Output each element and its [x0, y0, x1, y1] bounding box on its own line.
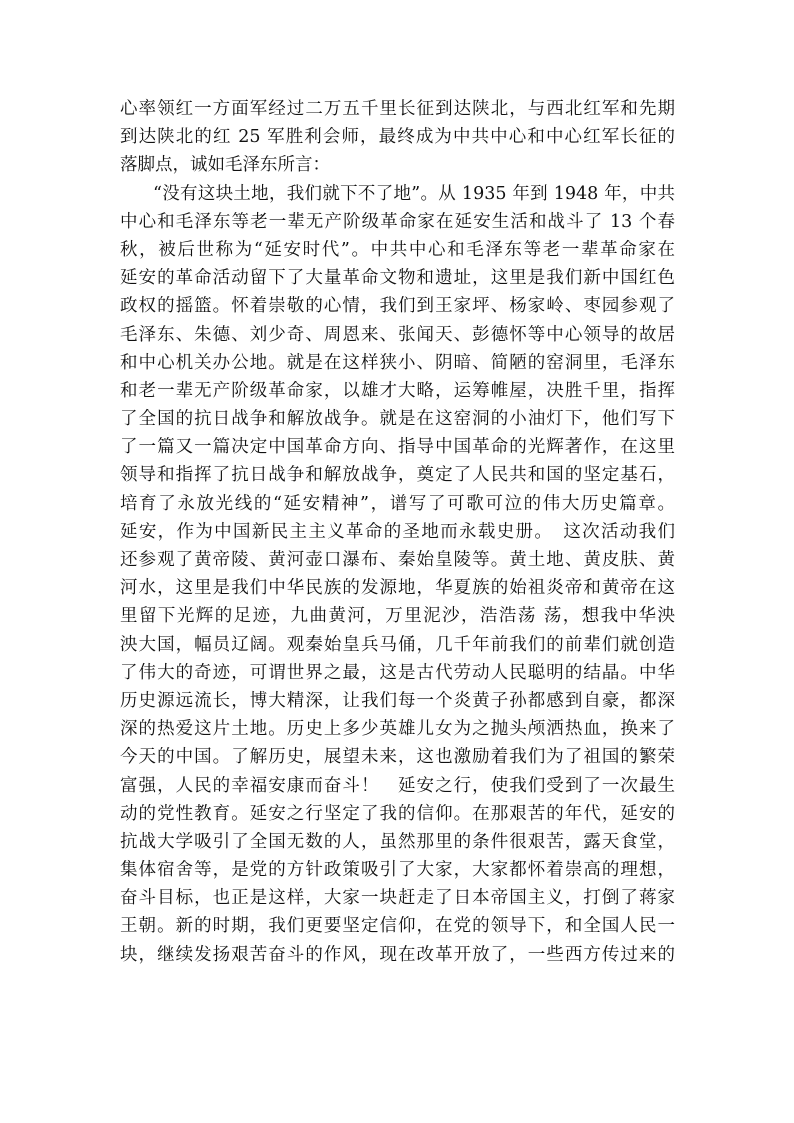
text-line: 河水，这里是我们中华民族的发源地，华夏族的始祖炎帝和黄帝在这 [120, 578, 675, 599]
text-line: 块，继续发扬艰苦奋斗的作风，现在改革开放了，一些西方传过来的 [120, 944, 675, 965]
text-line: 了伟大的奇迹，可谓世界之最，这是古代劳动人民聪明的结晶。中华 [120, 662, 675, 683]
text-line: 历史源远流长，博大精深，让我们每一个炎黄子孙都感到自豪，都深 [120, 690, 675, 711]
text-line: 今天的中国。了解历史，展望未来，这也激励着我们为了祖国的繁荣 [120, 747, 675, 768]
text-line: 政权的摇篮。怀着崇敬的心情，我们到王家坪、杨家岭、枣园参观了 [120, 296, 675, 317]
text-line: 落脚点，诚如毛泽东所言： [120, 155, 330, 176]
text-line: 抗战大学吸引了全国无数的人，虽然那里的条件很艰苦，露天食堂， [120, 831, 675, 852]
text-line: 中心和毛泽东等老一辈无产阶级革命家在延安生活和战斗了 13 个春 [120, 211, 675, 232]
text-line: 到达陕北的红 25 军胜利会师，最终成为中共中心和中心红军长征的 [120, 127, 675, 148]
text-line: 和老一辈无产阶级革命家，以雄才大略，运筹帷屋，决胜千里，指挥 [120, 380, 675, 401]
text-line: 延安，作为中国新民主主义革命的圣地而永载史册。 这次活动我们 [120, 521, 675, 542]
text-line: 培育了永放光线的“延安精神”，谱写了可歌可泣的伟大历史篇章。 [120, 493, 675, 514]
text-line: 了全国的抗日战争和解放战争。就是在这窑洞的小油灯下，他们写下 [120, 409, 675, 430]
text-line: 秋，被后世称为“延安时代”。中共中心和毛泽东等老一辈革命家在 [120, 239, 675, 260]
text-line: 里留下光辉的足迹，九曲黄河，万里泥沙，浩浩荡 荡，想我中华泱 [120, 606, 675, 627]
text-line: 动的党性教育。延安之行坚定了我的信仰。在那艰苦的年代，延安的 [120, 803, 675, 824]
text-line: 延安的革命活动留下了大量革命文物和遗址，这里是我们新中国红色 [120, 268, 675, 289]
body-text [120, 95, 675, 969]
text-line: 富强，人民的幸福安康而奋斗！ 延安之行，使我们受到了一次最生 [120, 775, 675, 796]
text-line: 心率领红一方面军经过二万五千里长征到达陕北，与西北红军和先期 [120, 99, 675, 119]
text-line: 奋斗目标，也正是这样，大家一块赶走了日本帝国主义，打倒了蒋家 [120, 888, 675, 909]
text-line: 和中心机关办公地。就是在这样狭小、阴暗、简陋的窑洞里，毛泽东 [120, 352, 675, 373]
text-line: 王朝。新的时期，我们更要坚定信仰，在党的领导下，和全国人民一 [120, 916, 675, 937]
text-line: 泱大国，幅员辽阔。观秦始皇兵马俑，几千年前我们的前辈们就创造 [120, 634, 675, 655]
text-line: 毛泽东、朱德、刘少奇、周恩来、张闻天、彭德怀等中心领导的故居 [120, 324, 675, 345]
text-line: 深的热爱这片土地。历史上多少英雄儿女为之抛头颅洒热血，换来了 [120, 719, 675, 740]
text-line: “没有这块土地，我们就下不了地”。从 1935 年到 1948 年，中共 [153, 183, 675, 204]
text-line: 了一篇又一篇决定中国革命方向、指导中国革命的光辉著作，在这里 [120, 437, 675, 458]
text-line: 还参观了黄帝陵、黄河壶口瀑布、秦始皇陵等。黄土地、黄皮肤、黄 [120, 550, 675, 570]
text-line: 领导和指挥了抗日战争和解放战争，奠定了人民共和国的坚定基石， [120, 465, 675, 486]
text-line: 集体宿舍等，是党的方针政策吸引了大家，大家都怀着崇高的理想， [120, 860, 675, 881]
